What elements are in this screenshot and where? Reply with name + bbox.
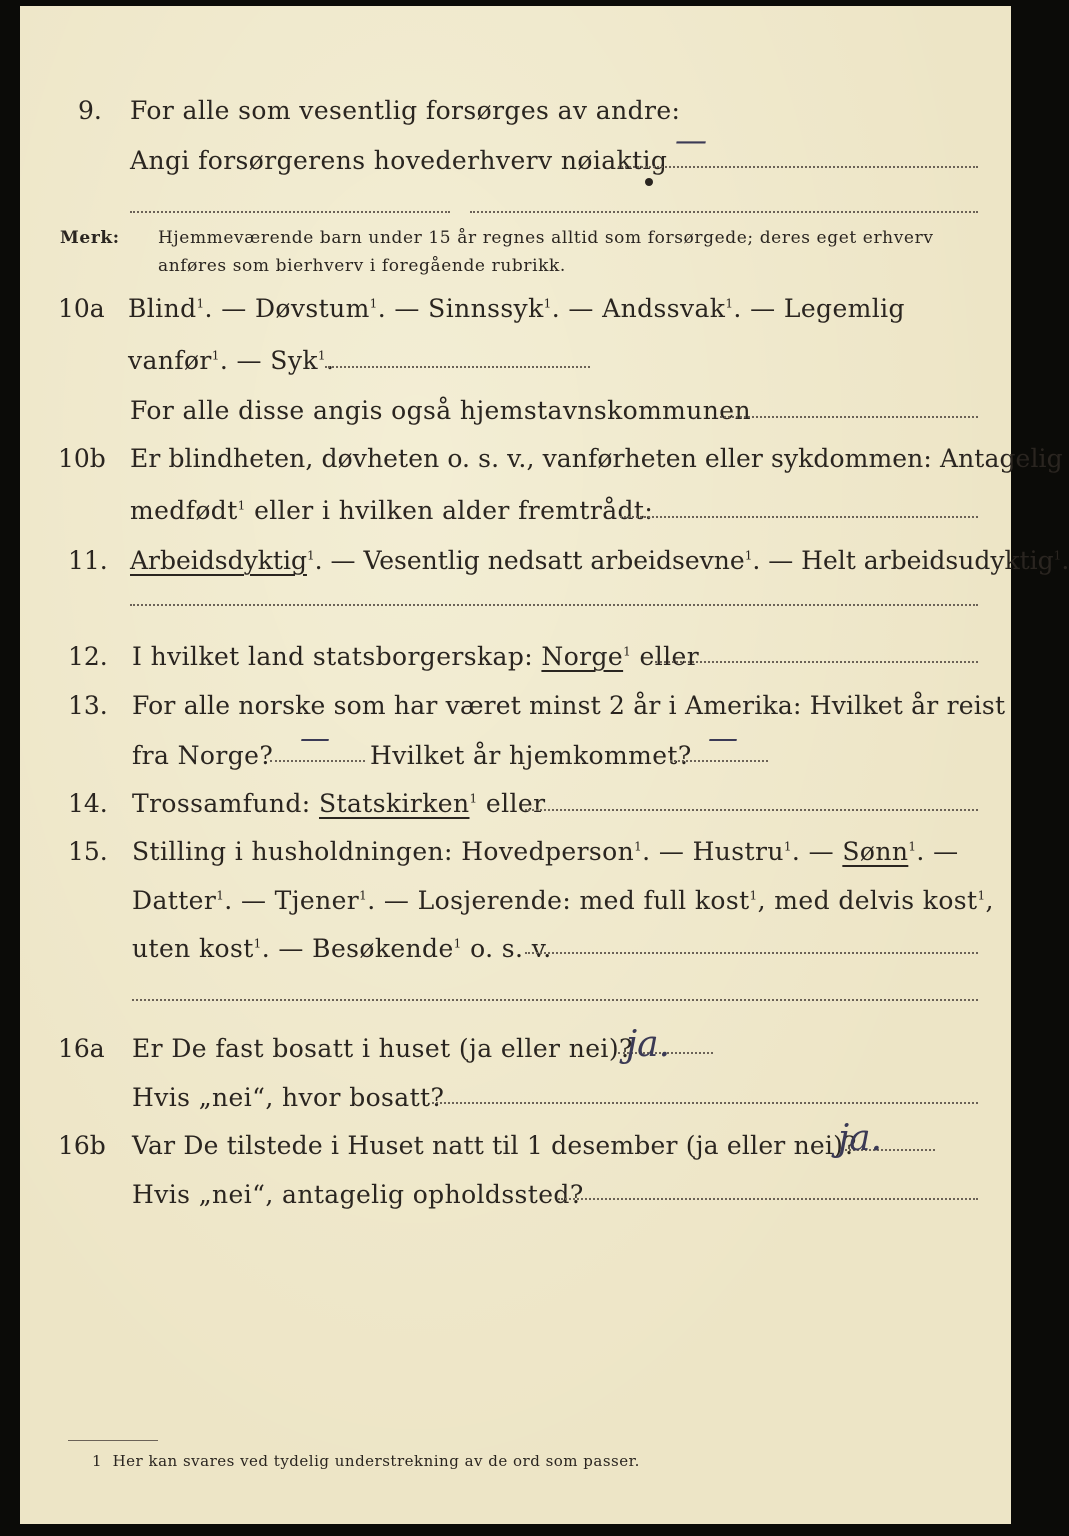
- q16b-number: 16b: [58, 1131, 106, 1160]
- q13-fra: fra Norge?: [132, 741, 274, 770]
- q10a-line3: For alle disse angis også hjemstavnskommunen: [130, 396, 751, 425]
- q16b-line2: Hvis „nei“, antagelig opholdssted?: [132, 1180, 584, 1209]
- q10a-line1: Blind$^1$. — Døvstum$^1$. — Sinnssyk$^1$. — Andssvak$^1$. — Legemlig: [128, 294, 905, 323]
- q11-answer-line[interactable]: [130, 604, 978, 606]
- q15-line1: Stilling i husholdningen: Hovedperson$^1$. — Hustru$^1$. — Sønn$^1$. —: [132, 837, 959, 866]
- q12-answer-line[interactable]: [655, 661, 978, 663]
- ink-dot-mark: [645, 178, 653, 186]
- q14-line: Trossamfund: Statskirken$^1$ eller: [132, 789, 546, 818]
- q15-line2: Datter$^1$. — Tjener$^1$. — Losjerende: med full kost$^1$, med delvis kost$^1$,: [132, 886, 994, 915]
- q16a-number: 16a: [58, 1034, 105, 1063]
- q9-line2: Angi forsørgerens hovederhverv nøiaktig: [130, 146, 668, 175]
- q9-number: 9.: [78, 96, 102, 125]
- dovstum-option[interactable]: Døvstum: [254, 294, 370, 323]
- hovedperson-option[interactable]: Stilling i husholdningen: Hovedperson: [132, 837, 635, 866]
- footnote: [92, 1452, 640, 1470]
- q10a-answer-line[interactable]: [325, 366, 590, 368]
- q16a-line2: Hvis „nei“, hvor bosatt?: [132, 1083, 445, 1112]
- q9-answer: —: [675, 121, 707, 159]
- q16a-answer: ja.: [626, 1024, 671, 1065]
- arbeidsdyktig-option[interactable]: Arbeidsdyktig: [130, 546, 307, 575]
- sonn-option[interactable]: Sønn: [842, 837, 909, 866]
- q10a-number: 10a: [58, 294, 105, 323]
- q14-answer-line[interactable]: [525, 809, 978, 811]
- statskirken-option[interactable]: Statskirken: [319, 789, 470, 818]
- syk-option[interactable]: Syk: [270, 346, 318, 375]
- q10a-line2: vanfør$^1$. — Syk$^1$.: [128, 346, 335, 375]
- q13-hvilket: Hvilket år hjemkommet?: [370, 741, 692, 770]
- q13-year-left-line[interactable]: [270, 760, 365, 762]
- q12-number: 12.: [68, 642, 108, 671]
- q11-line1: Arbeidsdyktig$^1$. — Vesentlig nedsatt arbeidsevne$^1$. — Helt arbeidsudyktig$^1$.: [130, 546, 1069, 575]
- q12-line: I hvilket land statsborgerskap: Norge$^1$ eller: [132, 642, 700, 671]
- footnote-text: Her kan svares ved tydelig understrekning av de ord som passer.: [112, 1452, 640, 1470]
- q15-line3: uten kost$^1$. — Besøkende$^1$ o. s. v.: [132, 934, 552, 963]
- q9-answer-line[interactable]: [618, 166, 978, 168]
- census-form-page: [20, 6, 1069, 1524]
- q9-answer-line-2b[interactable]: [470, 211, 978, 213]
- vesentlig-option[interactable]: — Vesentlig nedsatt arbeidsevne: [330, 546, 745, 575]
- q9-answer-line-2a[interactable]: [130, 211, 450, 213]
- q15-number: 15.: [68, 837, 108, 866]
- merk-label: Merk:: [60, 228, 120, 248]
- q16b-answer: ja.: [838, 1118, 883, 1159]
- helt-udyktig-option[interactable]: — Helt arbeidsudyktig: [768, 546, 1054, 575]
- vanfor-option[interactable]: vanfør: [128, 346, 212, 375]
- q10b-number: 10b: [58, 444, 106, 473]
- full-kost-option[interactable]: — Losjerende: med full kost: [383, 886, 750, 915]
- q13-number: 13.: [68, 691, 108, 720]
- andssvak-option[interactable]: Andssvak: [602, 294, 726, 323]
- q11-number: 11.: [68, 546, 108, 575]
- merk-line2: anføres som bierhverv i foregående rubrikk.: [158, 256, 566, 276]
- q10b-line2: medfødt$^1$ eller i hvilken alder fremtrådt:: [130, 496, 654, 525]
- q10b-line1: Er blindheten, døvheten o. s. v., vanførheten eller sykdommen: Antagelig: [130, 444, 1063, 473]
- footnote-mark: 1: [92, 1452, 103, 1470]
- q13-year-returned-line[interactable]: [670, 760, 768, 762]
- q16b-line1: Var De tilstede i Huset natt til 1 desember (ja eller nei)?: [132, 1131, 857, 1160]
- besokende-option[interactable]: — Besøkende: [278, 934, 454, 963]
- datter-option[interactable]: Datter: [132, 886, 217, 915]
- q13-line1: For alle norske som har været minst 2 år i Amerika: Hvilket år reist: [132, 691, 1006, 720]
- norge-option[interactable]: Norge: [541, 642, 624, 671]
- q16a-bosatt-line[interactable]: [432, 1102, 978, 1104]
- footnote-rule: [68, 1440, 158, 1441]
- uten-kost-option[interactable]: uten kost: [132, 934, 254, 963]
- q15-answer-line-2[interactable]: [132, 999, 978, 1001]
- medfodt-option[interactable]: medfødt: [130, 496, 238, 525]
- hustru-option[interactable]: — Hustru: [658, 837, 784, 866]
- hjemstavnskommune-line[interactable]: [720, 416, 978, 418]
- q10b-answer-line[interactable]: [620, 516, 978, 518]
- q9-line1: For alle som vesentlig forsørges av andre:: [130, 96, 681, 125]
- blind-option[interactable]: Blind: [128, 294, 197, 323]
- delvis-kost-option[interactable]: , med delvis kost: [757, 886, 978, 915]
- q16b-opholdssted-line[interactable]: [558, 1198, 978, 1200]
- q13-answer-left: —: [300, 721, 330, 756]
- legemlig-option[interactable]: Legemlig: [783, 294, 905, 323]
- q16a-line1: Er De fast bosatt i huset (ja eller nei)?: [132, 1034, 633, 1063]
- q14-number: 14.: [68, 789, 108, 818]
- q15-answer-line[interactable]: [525, 952, 978, 954]
- sinnssyk-option[interactable]: Sinnssyk: [428, 294, 544, 323]
- tjener-option[interactable]: — Tjener: [240, 886, 360, 915]
- q13-answer-right: —: [708, 721, 738, 756]
- merk-line1: Hjemmeværende barn under 15 år regnes alltid som forsørgede; deres eget erhverv: [158, 228, 934, 248]
